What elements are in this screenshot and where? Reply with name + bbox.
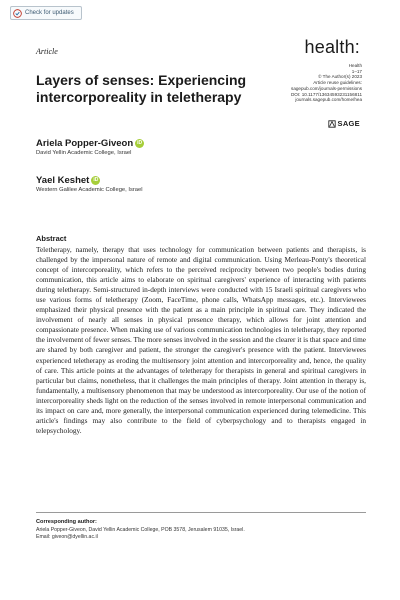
author-name[interactable]: Yael Keshet	[36, 175, 90, 186]
publisher-logo	[328, 119, 360, 128]
corresponding-author-address: Ariela Popper-Giveon, David Yellin Academic College, POB 3578, Jerusalem 91035, Israel.	[36, 527, 245, 533]
footnote-divider	[36, 512, 366, 513]
journal-meta-line: 1–17	[351, 68, 362, 74]
journal-meta-line[interactable]: sagepub.com/journals-permissions	[291, 85, 362, 91]
orcid-icon[interactable]: iD	[93, 177, 99, 183]
orcid-icon[interactable]: iD	[137, 140, 143, 146]
author-name-row	[36, 138, 144, 149]
author-name[interactable]: Ariela Popper-Giveon	[36, 138, 134, 149]
author-block	[36, 175, 143, 193]
author-affiliation: Western Galilee Academic College, Israel	[36, 187, 143, 193]
journal-meta-line[interactable]: journals.sagepub.com/home/hea	[295, 97, 362, 103]
corresponding-author-heading: Corresponding author:	[36, 519, 97, 525]
author-name-row	[36, 175, 143, 186]
journal-meta	[291, 63, 362, 103]
journal-meta-line[interactable]: DOI: 10.1177/13634593231156811	[290, 91, 362, 97]
abstract-body: Teletherapy, namely, therapy that uses technology for communication between patients and therapists, is challenged by the impersonal nature of remote and digital communication. Using Merleau-Ponty's theoretical concept of intercorporeality, which refers to the perceived reciprocity between two people's bodies during communication, this article aims to elaborate on spiritual caregivers' experience of interacting with patients during teletherapy. Semi-structured in-depth interviews were conducted with 15 Israeli spiritual caregivers who use various forms of teletherapy (Zoom, FaceTime, phone calls, WhatsApp messages, etc.). Interviewees emphasized their physical presence with the patient as a main principle in spiritual care. They indicated the involvement of nearly all senses in physical presence therapy, which allows for joint attention and compassionate presence. When making use of various communication technologies in teletherapy, they reported the involvement of fewer senses. The more senses involved in the session and the clearer it is that space and time are shared by both caregiver and patient, the stronger the caregiver's presence with the patient. Interviewees experienced teletherapy as eroding the multisensory joint attention and intercorporeality and, hence, the quality of care. This article points at the advantages of teletherapy for therapists in general and spiritual caregivers in particular but claims, nonetheless, that it challenges the main principles of therapy. Joint attention in therapy is, fundamentally, a multisensory phenomenon that may be understood as intercorporeality. Our use of the notion of intercorporeality sheds light on the reduction of the senses involved in remote interpersonal communication and its impact on care and, more generally, the interpersonal communication experienced during telemedicine. This article's findings may also contribute to the field of cyberpsychology and to therapists engaged in telepsychology.	[36, 245, 366, 435]
corresponding-author-email[interactable]: Email: giveon@dyellin.ac.il	[36, 534, 98, 540]
author-block	[36, 138, 144, 156]
journal-meta-line: Article reuse guidelines:	[313, 80, 362, 86]
publisher-name: SAGE	[337, 119, 360, 128]
check-for-updates-icon	[13, 9, 22, 18]
abstract-heading: Abstract	[36, 234, 67, 243]
check-for-updates-label: Check for updates	[25, 10, 74, 16]
journal-logo: health:	[304, 37, 360, 57]
journal-meta-line: Health	[348, 63, 362, 68]
article-title: Layers of senses: Experiencing intercorporeality in teletherapy	[36, 72, 247, 105]
journal-meta-line: © The Author(s) 2023	[318, 74, 362, 80]
article-type-label: Article	[36, 47, 58, 56]
author-affiliation: David Yellin Academic College, Israel	[36, 150, 132, 156]
check-for-updates-badge[interactable]	[10, 6, 82, 20]
sage-logo-icon	[328, 120, 336, 128]
